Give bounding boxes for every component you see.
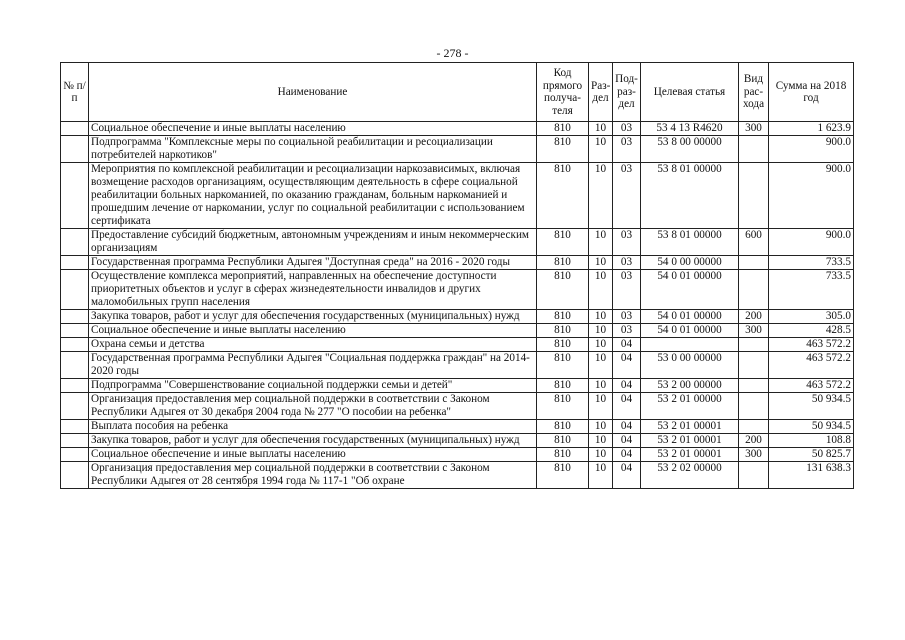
cell-subsection: 04 xyxy=(613,379,641,393)
cell-exptype xyxy=(739,462,769,489)
table-row xyxy=(61,448,854,462)
cell-num xyxy=(61,310,89,324)
table-row xyxy=(61,420,854,434)
cell-section: 10 xyxy=(589,256,613,270)
cell-name: Осуществление комплекса мероприятий, направленных на обеспечение доступности приоритетных объектов и услуг в сферах жизнедеятельности инвалидов и других маломобильных групп населения xyxy=(89,270,537,310)
cell-code: 810 xyxy=(537,379,589,393)
cell-target: 53 2 01 00001 xyxy=(641,434,739,448)
cell-exptype: 300 xyxy=(739,122,769,136)
page-number: - 278 - xyxy=(436,46,469,60)
table-row xyxy=(61,136,854,163)
cell-amount: 733.5 xyxy=(769,270,854,310)
table-row xyxy=(61,163,854,229)
cell-target xyxy=(641,338,739,352)
cell-target: 53 0 00 00000 xyxy=(641,352,739,379)
cell-exptype: 300 xyxy=(739,324,769,338)
cell-target: 53 2 01 00001 xyxy=(641,420,739,434)
header-row xyxy=(61,63,854,122)
cell-section: 10 xyxy=(589,462,613,489)
budget-table xyxy=(60,62,854,489)
cell-name: Социальное обеспечение и иные выплаты населению xyxy=(89,122,537,136)
cell-amount: 463 572.2 xyxy=(769,338,854,352)
cell-num xyxy=(61,420,89,434)
cell-subsection: 04 xyxy=(613,352,641,379)
cell-num xyxy=(61,256,89,270)
table-row xyxy=(61,122,854,136)
cell-amount: 108.8 xyxy=(769,434,854,448)
table-row xyxy=(61,270,854,310)
table-row xyxy=(61,462,854,489)
cell-num xyxy=(61,434,89,448)
cell-name: Организация предоставления мер социальной поддержки в соответствии с Законом Республики Адыгея от 28 сентября 1994 года № 117-1 "Об охране xyxy=(89,462,537,489)
cell-subsection: 03 xyxy=(613,163,641,229)
cell-amount: 463 572.2 xyxy=(769,379,854,393)
table-row xyxy=(61,379,854,393)
cell-subsection: 04 xyxy=(613,420,641,434)
cell-amount: 900.0 xyxy=(769,229,854,256)
cell-name: Государственная программа Республики Адыгея "Доступная среда" на 2016 - 2020 годы xyxy=(89,256,537,270)
table-row xyxy=(61,352,854,379)
table-row xyxy=(61,338,854,352)
cell-subsection: 04 xyxy=(613,393,641,420)
cell-code: 810 xyxy=(537,448,589,462)
cell-section: 10 xyxy=(589,229,613,256)
cell-code: 810 xyxy=(537,420,589,434)
cell-name: Охрана семьи и детства xyxy=(89,338,537,352)
cell-amount: 50 825.7 xyxy=(769,448,854,462)
cell-subsection: 03 xyxy=(613,256,641,270)
cell-num xyxy=(61,448,89,462)
cell-subsection: 04 xyxy=(613,338,641,352)
cell-target: 53 8 01 00000 xyxy=(641,229,739,256)
cell-name: Закупка товаров, работ и услуг для обеспечения государственных (муниципальных) нужд xyxy=(89,310,537,324)
cell-name: Государственная программа Республики Адыгея "Социальная поддержка граждан" на 2014-2020 годы xyxy=(89,352,537,379)
cell-code: 810 xyxy=(537,324,589,338)
cell-exptype xyxy=(739,420,769,434)
cell-section: 10 xyxy=(589,420,613,434)
cell-section: 10 xyxy=(589,434,613,448)
table-row xyxy=(61,310,854,324)
cell-exptype: 300 xyxy=(739,448,769,462)
cell-num xyxy=(61,393,89,420)
header-section: Раз-дел xyxy=(589,63,613,122)
cell-subsection: 03 xyxy=(613,324,641,338)
cell-code: 810 xyxy=(537,462,589,489)
table-row xyxy=(61,324,854,338)
cell-amount: 733.5 xyxy=(769,256,854,270)
cell-section: 10 xyxy=(589,324,613,338)
cell-section: 10 xyxy=(589,352,613,379)
header-num: № п/п xyxy=(61,63,89,122)
cell-section: 10 xyxy=(589,136,613,163)
cell-code: 810 xyxy=(537,136,589,163)
cell-target: 54 0 00 00000 xyxy=(641,256,739,270)
cell-name: Выплата пособия на ребенка xyxy=(89,420,537,434)
cell-exptype: 600 xyxy=(739,229,769,256)
table-row xyxy=(61,256,854,270)
cell-amount: 463 572.2 xyxy=(769,352,854,379)
cell-target: 54 0 01 00000 xyxy=(641,324,739,338)
cell-target: 54 0 01 00000 xyxy=(641,310,739,324)
cell-section: 10 xyxy=(589,448,613,462)
cell-section: 10 xyxy=(589,270,613,310)
cell-section: 10 xyxy=(589,310,613,324)
cell-amount: 428.5 xyxy=(769,324,854,338)
cell-exptype xyxy=(739,256,769,270)
table-row xyxy=(61,229,854,256)
cell-code: 810 xyxy=(537,163,589,229)
cell-subsection: 03 xyxy=(613,270,641,310)
cell-amount: 900.0 xyxy=(769,163,854,229)
cell-num xyxy=(61,270,89,310)
cell-exptype: 200 xyxy=(739,434,769,448)
cell-num xyxy=(61,462,89,489)
cell-code: 810 xyxy=(537,256,589,270)
cell-section: 10 xyxy=(589,163,613,229)
cell-amount: 305.0 xyxy=(769,310,854,324)
cell-code: 810 xyxy=(537,338,589,352)
cell-num xyxy=(61,122,89,136)
cell-name: Подпрограмма "Комплексные меры по социальной реабилитации и ресоциализации потребителей наркотиков" xyxy=(89,136,537,163)
cell-exptype xyxy=(739,136,769,163)
cell-code: 810 xyxy=(537,434,589,448)
cell-num xyxy=(61,136,89,163)
cell-name: Подпрограмма "Совершенствование социальной поддержки семьи и детей" xyxy=(89,379,537,393)
cell-code: 810 xyxy=(537,393,589,420)
cell-num xyxy=(61,229,89,256)
cell-section: 10 xyxy=(589,393,613,420)
cell-subsection: 03 xyxy=(613,136,641,163)
cell-amount: 900.0 xyxy=(769,136,854,163)
cell-code: 810 xyxy=(537,270,589,310)
cell-exptype xyxy=(739,270,769,310)
cell-name: Закупка товаров, работ и услуг для обеспечения государственных (муниципальных) нужд xyxy=(89,434,537,448)
cell-code: 810 xyxy=(537,310,589,324)
cell-name: Организация предоставления мер социальной поддержки в соответствии с Законом Республики Адыгея от 30 декабря 2004 года № 277 "О пособии на ребенка" xyxy=(89,393,537,420)
cell-name: Социальное обеспечение и иные выплаты населению xyxy=(89,448,537,462)
cell-subsection: 03 xyxy=(613,310,641,324)
cell-num xyxy=(61,338,89,352)
header-target: Целевая статья xyxy=(641,63,739,122)
header-name: Наименование xyxy=(89,63,537,122)
cell-subsection: 03 xyxy=(613,122,641,136)
cell-target: 53 2 01 00001 xyxy=(641,448,739,462)
cell-target: 53 2 02 00000 xyxy=(641,462,739,489)
cell-exptype xyxy=(739,379,769,393)
cell-name: Социальное обеспечение и иные выплаты населению xyxy=(89,324,537,338)
cell-exptype xyxy=(739,352,769,379)
table-row xyxy=(61,393,854,420)
table-row xyxy=(61,434,854,448)
cell-num xyxy=(61,352,89,379)
header-amount: Сумма на 2018 год xyxy=(769,63,854,122)
cell-exptype xyxy=(739,163,769,229)
header-subsection: Под-раз-дел xyxy=(613,63,641,122)
cell-target: 53 2 01 00000 xyxy=(641,393,739,420)
header-code: Код прямого получа-теля xyxy=(537,63,589,122)
cell-subsection: 04 xyxy=(613,434,641,448)
cell-subsection: 04 xyxy=(613,448,641,462)
cell-num xyxy=(61,324,89,338)
cell-subsection: 04 xyxy=(613,462,641,489)
cell-code: 810 xyxy=(537,229,589,256)
cell-amount: 50 934.5 xyxy=(769,420,854,434)
cell-amount: 1 623.9 xyxy=(769,122,854,136)
cell-num xyxy=(61,379,89,393)
cell-target: 53 8 00 00000 xyxy=(641,136,739,163)
cell-target: 53 4 13 R4620 xyxy=(641,122,739,136)
cell-target: 54 0 01 00000 xyxy=(641,270,739,310)
cell-exptype: 200 xyxy=(739,310,769,324)
cell-target: 53 2 00 00000 xyxy=(641,379,739,393)
cell-section: 10 xyxy=(589,338,613,352)
cell-name: Предоставление субсидий бюджетным, автономным учреждениям и иным некоммерческим организациям xyxy=(89,229,537,256)
header-exptype: Вид рас-хода xyxy=(739,63,769,122)
cell-code: 810 xyxy=(537,122,589,136)
cell-subsection: 03 xyxy=(613,229,641,256)
cell-code: 810 xyxy=(537,352,589,379)
cell-name: Мероприятия по комплексной реабилитации и ресоциализации наркозависимых, включая возмещение расходов организациям, осуществляющим деятельность в сфере социальной реабилитации больных наркоманией, по оказанию гражданам, больным наркоманией и прошедшим лечение от наркомании, услуг по социальной реабилитации с использованием сертификата xyxy=(89,163,537,229)
cell-section: 10 xyxy=(589,379,613,393)
cell-num xyxy=(61,163,89,229)
cell-exptype xyxy=(739,393,769,420)
cell-exptype xyxy=(739,338,769,352)
cell-amount: 50 934.5 xyxy=(769,393,854,420)
cell-amount: 131 638.3 xyxy=(769,462,854,489)
cell-target: 53 8 01 00000 xyxy=(641,163,739,229)
cell-section: 10 xyxy=(589,122,613,136)
